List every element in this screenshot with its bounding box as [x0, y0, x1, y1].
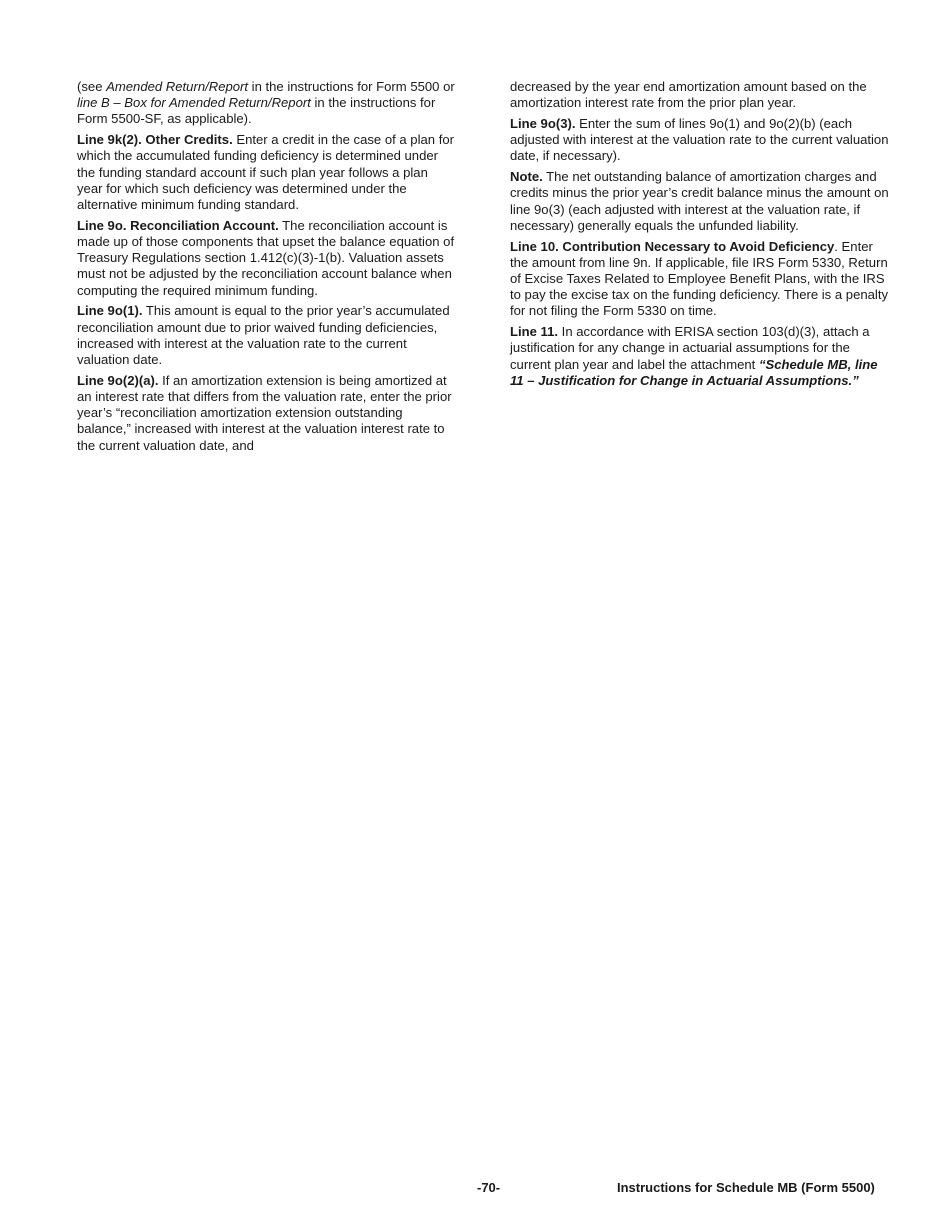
line-9k2-text: Enter a credit in the case of a plan for which the accumulated funding deficiency is determined under the funding standard account if such plan year follows a plan year for which such deficiency was determined under the alternative minimum funding standard.: [77, 132, 454, 213]
paragraph-text: in the instructions for Form 5500-SF, as applicable).: [77, 95, 436, 127]
line-11-attachment-label: “Schedule MB, line 11 – Justification for Change in Actuarial Assumptions.”: [510, 356, 878, 388]
line-9o3-text: Enter the sum of lines 9o(1) and 9o(2)(b) (each adjusted with interest at the valuation rate to the current valuation date, if necessary).: [510, 116, 889, 164]
right-column: [510, 79, 890, 394]
note-heading: Note.: [510, 169, 543, 185]
line-11-text: In accordance with ERISA section 103(d)(3), attach a justification for any change in actuarial assumptions for the current plan year and label the attachment: [510, 324, 870, 372]
left-column: [77, 79, 455, 458]
line-10-text: . Enter the amount from line 9n. If applicable, file IRS Form 5330, Return of Excise Taxes Related to Employee Benefit Plans, with the IRS to pay the excise tax on the funding deficiency. There is a penalty for not filing the Form 5330 on time.: [510, 238, 889, 319]
note-paragraph: [510, 169, 890, 234]
paragraph-text: in the instructions for Form 5500 or: [248, 79, 455, 94]
line-11-heading: Line 11.: [510, 324, 559, 340]
footer-title: Instructions for Schedule MB (Form 5500): [617, 1180, 875, 1195]
line-9k2-paragraph: [77, 132, 455, 213]
line-9o2a-text: If an amortization extension is being amortized at an interest rate that differs from the valuation rate, enter the prior year’s “reconciliation amortization extension outstanding balance,” increased with interest at the valuation interest rate to the current valuation date, and: [77, 372, 452, 453]
line-9k2-heading: Line 9k(2). Other Credits.: [77, 132, 233, 148]
note-text: The net outstanding balance of amortization charges and credits minus the prior year’s credit balance minus the amount on line 9o(3) (each adjusted with interest at the valuation rate, if necessary) generally equals the unfunded liability.: [510, 169, 889, 233]
line-9o1-paragraph: [77, 303, 455, 368]
paragraph-text: (see: [77, 79, 107, 94]
line-9o2a-heading: Line 9o(2)(a).: [77, 372, 159, 388]
line-9o3-heading: Line 9o(3).: [510, 116, 576, 131]
line-9o-paragraph: [77, 218, 455, 299]
line-10-paragraph: [510, 239, 890, 320]
line-10-heading: Line 10. Contribution Necessary to Avoid Deficiency: [510, 238, 835, 254]
continued-paragraph: [510, 79, 890, 111]
italic-reference: line B – Box for Amended Return/Report: [77, 95, 311, 111]
line-9o1-text: This amount is equal to the prior year’s accumulated reconciliation amount due to prior waived funding deficiencies, increased with interest at the valuation rate to the current valuation date.: [77, 303, 450, 368]
italic-reference: Amended Return/Report: [106, 79, 249, 94]
line-11-paragraph: [510, 324, 890, 389]
line-9o1-heading: Line 9o(1).: [77, 303, 143, 319]
line-9o-text: The reconciliation account is made up of those components that upset the balance equation of Treasury Regulations section 1.412(c)(3)-1(b). Valuation assets must not be adjusted by the reconciliation account balance when computing the required minimum funding.: [77, 217, 455, 298]
line-9o-heading: Line 9o. Reconciliation Account.: [77, 217, 279, 233]
amended-return-paragraph: [77, 79, 455, 128]
page-number: -70-: [477, 1180, 501, 1195]
line-9o3-paragraph: [510, 116, 890, 165]
continued-text: decreased by the year end amortization amount based on the amortization interest rate from the prior plan year.: [510, 79, 867, 111]
line-9o2a-paragraph: [77, 373, 455, 454]
